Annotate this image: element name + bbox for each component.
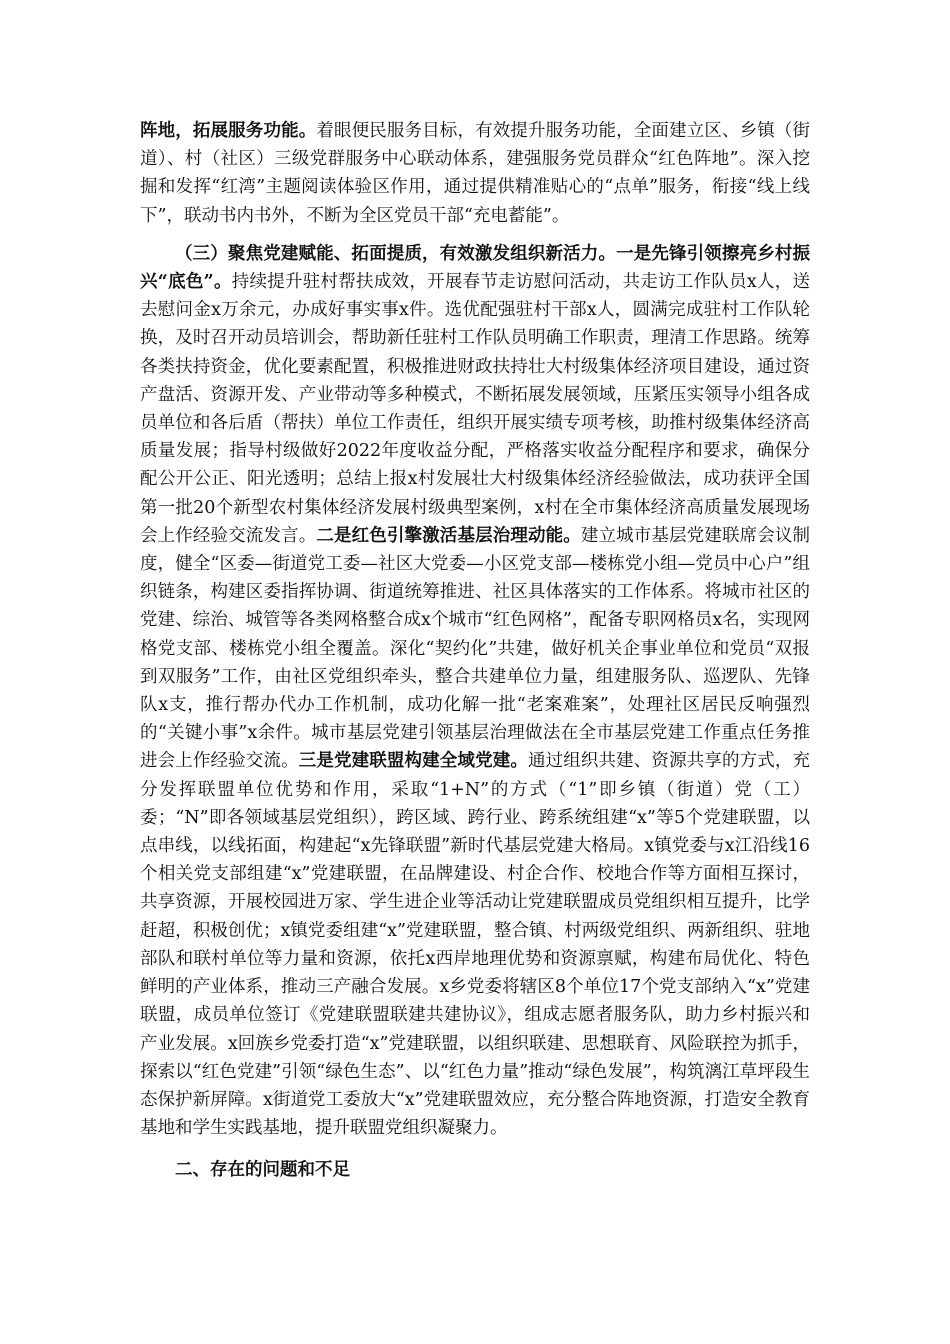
subpoint-bold: 三是党建联盟构建全域党建。 (298, 751, 528, 772)
paragraph-party-building-empowerment (140, 240, 810, 1143)
document-body (140, 117, 810, 1185)
section-heading: 二、存在的问题和不足 (175, 1160, 350, 1181)
paragraph-text: 通过组织共建、资源共享的方式，充分发挥联盟单位优势和作用，采取“1+N”的方式（“1”即乡镇（街道）党（工）委；“N”即各领域基层党组织），跨区域、跨行业、跨系统组建“x”等5个党建联盟，以点串线，以线拓面，构建起“x先锋联盟”新时代基层党建大格局。x镇党委与x江沿线16个相关党支部组建“x”党建联盟，在品牌建设、村企合作、校地合作等方面相互探讨，共享资源，开展校园进万家、学生进企业等活动让党建联盟成员党组织相互提升，比学赶超，积极创优；x镇党委组建“x”党建联盟，整合镇、村两级党组织、两新组织、驻地部队和联村单位等力量和资源，依托x西岸地理优势和资源禀赋，构建布局优化、特色鲜明的产业体系，推动三产融合发展。x乡党委将辖区8个单位17个党支部纳入“x”党建联盟，成员单位签订《党建联盟联建共建协议》，组成志愿者服务队，助力乡村振兴和产业发展。x回族乡党委打造“x”党建联盟，以组织联建、思想联育、风险联控为抓手，探索以“红色党建”引领“绿色生态”、以“红色力量”推动“绿色发展”，构筑漓江草坪段生态保护新屏障。x街道党工委放大“x”党建联盟效应，充分整合阵地资源，打造安全教育基地和学生实践基地，提升联盟党组织凝聚力。 (140, 751, 811, 1139)
paragraph-text: 持续提升驻村帮扶成效，开展春节走访慰问活动，共走访工作队员x人，送去慰问金x万余元，办成好事实事x件。选优配强驻村干部x人，圆满完成驻村工作队轮换，及时召开动员培训会，帮助新任驻村工作队员明确工作职责，理清工作思路。统筹各类扶持资金，优化要素配置，积极推进财政扶持壮大村级集体经济项目建设，通过资产盘活、资源开发、产业带动等多种模式，不断拓展发展领域，压紧压实领导小组各成员单位和各后盾（帮扶）单位工作责任，组织开展实绩专项考核，助推村级集体经济高质量发展；指导村级做好2022年度收益分配，严格落实收益分配程序和要求，确保分配公开公正、阳光透明；总结上报x村发展壮大村级集体经济经验做法，成功获评全国第一批20个新型农村集体经济发展村级典型案例，x村在全市集体经济高质量发展现场会上作经验交流发言。 (140, 272, 810, 546)
section-heading-bold: （三）聚焦党建赋能、拓面提质，有效激发组织新活力。一是先锋引领擦亮乡村振兴“底色”。 (140, 243, 810, 293)
paragraph-text: 建立城市基层党建联席会议制度，健全“区委—街道党工委—社区大党委—小区党支部—楼栋党小组—党员中心户”组织链条，构建区委指挥协调、街道统筹推进、社区具体落实的工作体系。将城市社区的党建、综治、城管等各类网格整合成x个城市“红色网格”，配备专职网格员x名，实现网格党支部、楼栋党小组全覆盖。深化“契约化”共建，做好机关企事业单位和党员“双报到双服务”工作，由社区党组织牵头，整合共建单位力量，组建服务队、巡逻队、先锋队x支，推行帮办代办工作机制，成功化解一批“老案难案”，处理社区居民反响强烈的“关键小事”x余件。城市基层党建引领基层治理做法在全市基层党建工作重点任务推进会上作经验交流。 (140, 525, 811, 772)
paragraph-service-positions (140, 117, 810, 230)
subpoint-bold: 二是红色引擎激活基层治理动能。 (316, 525, 581, 546)
bold-lead: 阵地，拓展服务功能。 (140, 121, 317, 141)
paragraph-text: 着眼便民服务目标，有效提升服务功能，全面建立区、乡镇（街道）、村（社区）三级党群服务中心联动体系，建强服务党员群众“红色阵地”。深入挖掘和发挥“红湾”主题阅读体验区作用，通过提供精准贴心的“点单”服务，衔接“线上线下”，联动书内书外，不断为全区党员干部“充电蓄能”。 (140, 121, 811, 226)
